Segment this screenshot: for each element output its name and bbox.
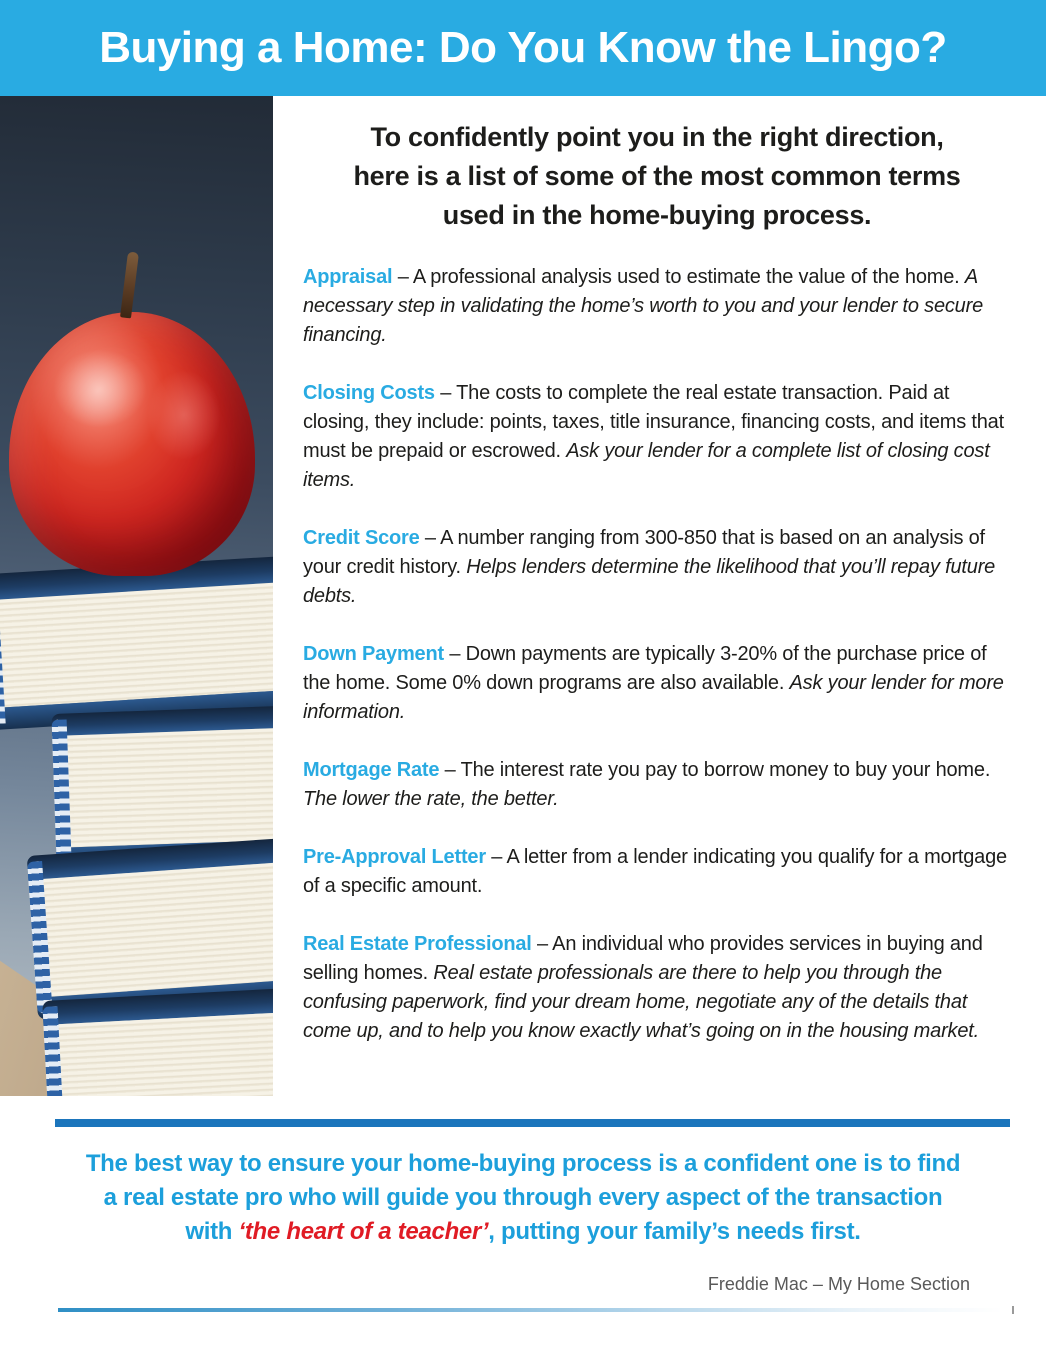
term-definition: – The interest rate you pay to borrow money to buy your home.: [439, 759, 991, 781]
closing-highlight-phrase: ‘the heart of a teacher’: [238, 1218, 489, 1245]
book-pages: [52, 724, 273, 848]
intro-paragraph: [303, 118, 1011, 235]
term-note: A necessary step in validating the home’s worth to you and your lender to secure financing.: [303, 266, 983, 346]
term-name: Appraisal: [303, 266, 393, 288]
term-name: Real Estate Professional: [303, 933, 532, 955]
closing-line-2: a real estate pro who will guide you through every aspect of the transaction: [103, 1184, 943, 1211]
header-banner: [0, 0, 1046, 96]
term-definition: – A letter from a lender indicating you qualify for a mortgage of a specific amount.: [303, 846, 1007, 897]
term-name: Pre-Approval Letter: [303, 846, 486, 868]
term-definition: – An individual who provides services in buying and selling homes.: [303, 933, 983, 984]
term-entry-down-payment: [303, 640, 1011, 727]
term-definition: – Down payments are typically 3-20% of the purchase price of the home. Some 0% down programs are also available.: [303, 643, 987, 694]
term-entry-appraisal: [303, 263, 1011, 350]
term-entry-credit-score: [303, 524, 1011, 611]
intro-line-3: used in the home-buying process.: [442, 200, 872, 230]
closing-line-3: [40, 1215, 1006, 1249]
terms-list: [303, 263, 1011, 1046]
book-pages: [0, 580, 273, 709]
closing-line-3-pre: with: [185, 1218, 239, 1245]
footer-rule-end-mark: [1012, 1306, 1014, 1314]
term-definition: – A number ranging from 300-850 that is based on an analysis of your credit history.: [303, 527, 985, 578]
book-pages: [28, 856, 273, 997]
photo-book-4: [42, 983, 273, 1096]
term-name: Closing Costs: [303, 382, 435, 404]
section-divider-rule: [55, 1119, 1010, 1127]
term-name: Mortgage Rate: [303, 759, 440, 781]
term-definition: – The costs to complete the real estate transaction. Paid at closing, they include: points, taxes, title insurance, financing costs, and items that must be prepaid or escrowed.: [303, 382, 1004, 462]
term-note: Ask your lender for more information.: [303, 672, 1004, 723]
term-definition: – A professional analysis used to estimate the value of the home.: [392, 266, 965, 288]
footer-gradient-rule: [58, 1308, 1003, 1312]
apple-on-books-photo: [0, 96, 273, 1096]
page-title: Buying a Home: Do You Know the Lingo?: [99, 23, 947, 72]
term-name: Credit Score: [303, 527, 420, 549]
term-name: Down Payment: [303, 643, 444, 665]
closing-line-1: The best way to ensure your home-buying process is a confident one is to find: [85, 1150, 961, 1177]
closing-line-3-post: , putting your family’s needs first.: [488, 1218, 861, 1245]
photo-apple: [9, 312, 255, 576]
photo-book-1: [0, 554, 273, 730]
main-content: [303, 118, 1011, 1075]
photo-apple-stem: [120, 252, 139, 319]
attribution-text: Freddie Mac – My Home Section: [707, 1274, 970, 1294]
term-entry-mortgage-rate: [303, 756, 1011, 814]
intro-line-2: here is a list of some of the most common terms: [353, 161, 961, 191]
term-entry-pre-approval-letter: [303, 843, 1011, 901]
term-note: The lower the rate, the better.: [303, 788, 559, 810]
closing-paragraph: [40, 1147, 1006, 1249]
intro-line-1: To confidently point you in the right direction,: [370, 122, 944, 152]
term-note: Real estate professionals are there to help you through the confusing paperwork, find your dream home, negotiate any of the details that come up, and to help you know exactly what’s going on in the housing market.: [303, 962, 979, 1042]
term-note: Helps lenders determine the likelihood that you’ll repay future debts.: [303, 556, 996, 607]
term-note: Ask your lender for a complete list of closing cost items.: [303, 440, 990, 491]
term-entry-real-estate-professional: [303, 930, 1011, 1046]
term-entry-closing-costs: [303, 379, 1011, 495]
